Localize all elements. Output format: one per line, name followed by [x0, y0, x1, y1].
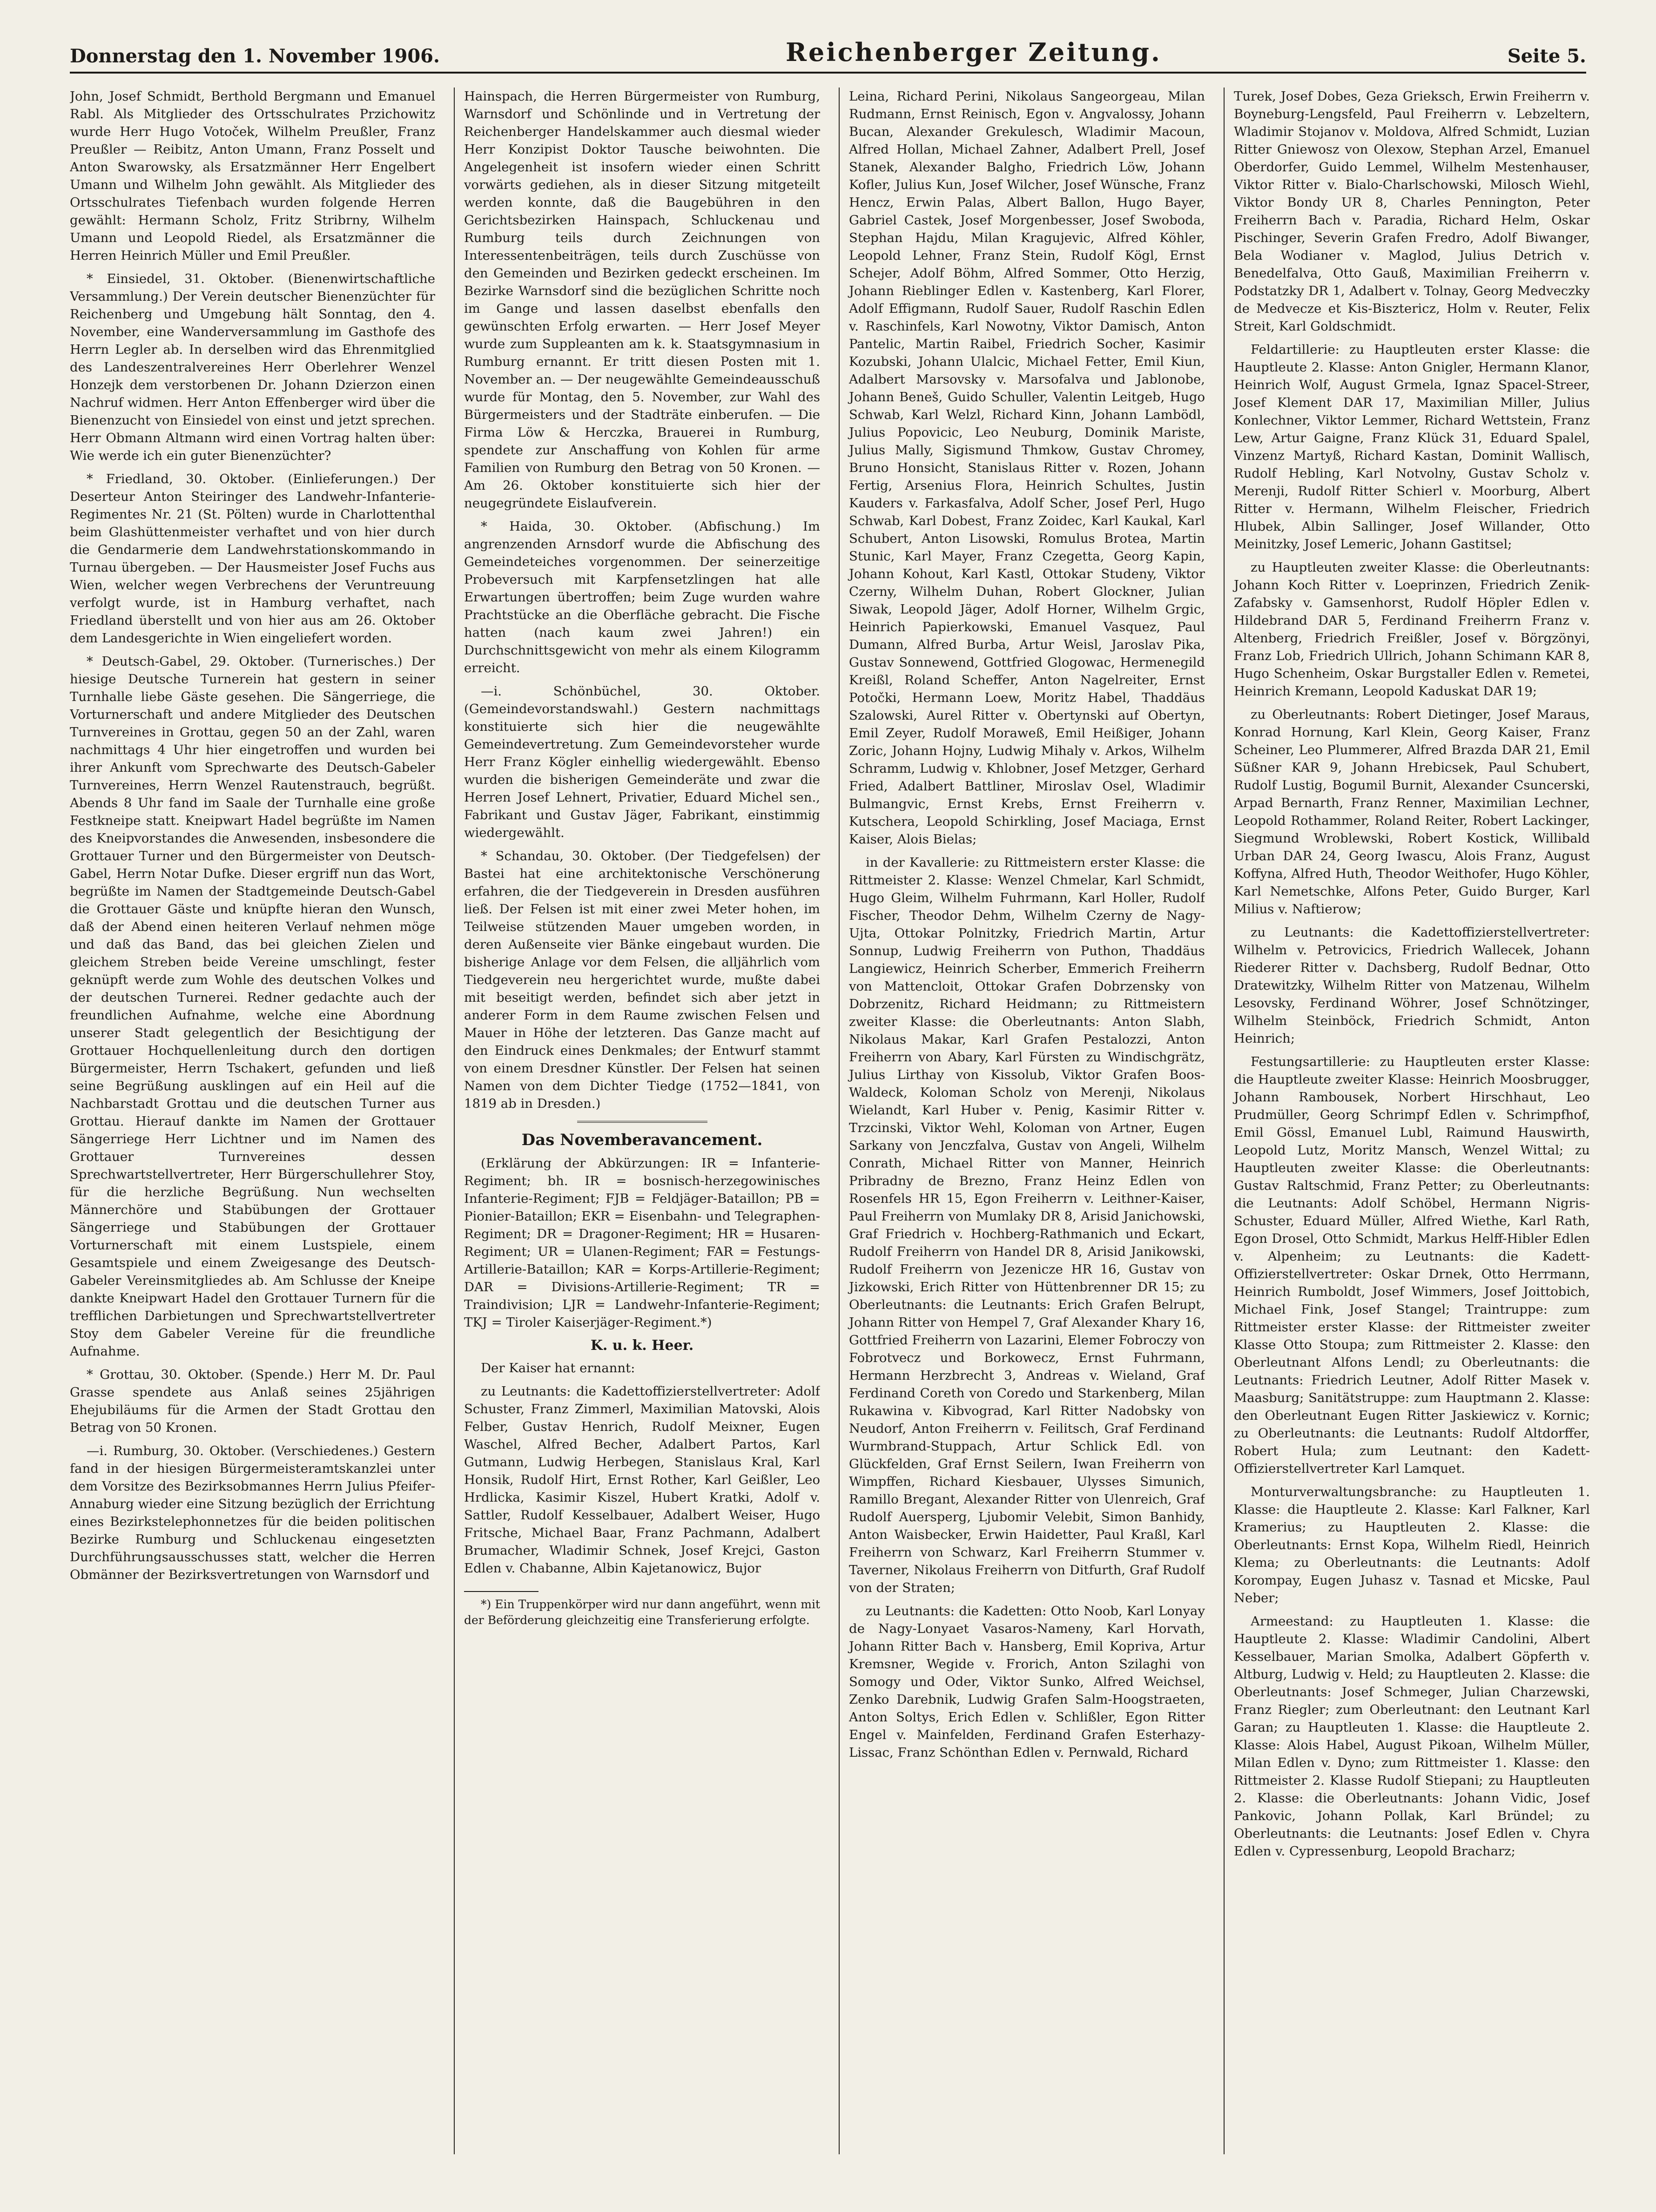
promotions-montur: Monturverwaltungsbranche: zu Hauptleuten 1. Klasse: die Hauptleute 2. Klasse: Karl Falkner, Karl Kramerius; zu Hauptleuten 2. Klasse: die Oberleutnants: Ernst Kopa, Wilhelm Riedl, Heinrich Klema; zu Oberleutnants: die Leutnants: Adolf Korompay, Eugen Juhasz v. Tasnad et Micske, Paul Neber; — [1234, 1484, 1590, 1605]
promotions-festungsartillerie: Festungsartillerie: zu Hauptleuten erster Klasse: die Hauptleute zweiter Klasse: Heinrich Moosbrugger, Johann Rambousek, Norbert Hirschhaut, Leo Prudmüller, Georg Schrimpf Edlen v. Schrimpfhof, Emil Gössl, Emanuel Lubl, Raimund Hauswirth, Leopold Lutz, Moritz Mansch, Wenzel Wittal; zu Hauptleuten zweiter Klasse: die Oberleutnants: Gustav Raltschmid, Franz Petter; zu Oberleutnants: die Leutnants: Adolf Schöbel, Hermann Nigris-Schuster, Eduard Müller, Alfred Wiethe, Karl Rath, Egon Drosel, Otto Schmidt, Markus Helff-Hibler Edlen v. Alpenheim; zu Leutnants: die Kadett-Offizierstellvertreter: Oskar Drnek, Otto Herrmann, Heinrich Rumboldt, Josef Wimmers, Josef Joittobich, Michael Fink, Josef Stangel; Traintruppe: zum Rittmeister erster Klasse: der Rittmeister zweiter Klasse Otto Stoupa; zum Rittmeister 2. Klasse: den Oberleutnant Alfons Lendl; zu Oberleutnants: die Leutnants: Friedrich Leutner, Adolf Ritter Masek v. Maasburg; Sanitätstruppe: zum Hauptmann 2. Klasse: den Oberleutnant Eugen Ritter Jaskiewicz v. Kornic; zu Oberleutnants: die Leutnants: Rudolf Altdorffer, Robert Hula; zum Leutnant: den Kadett-Offizierstellvertreter Karl Lamquet. — [1234, 1054, 1590, 1476]
column-1 — [70, 88, 435, 2154]
promotions-feldartillerie: Feldartillerie: zu Hauptleuten erster Klasse: die Hauptleute 2. Klasse: Anton Gnigler, Hermann Klanor, Heinrich Wolf, August Grmela, Ignaz Spacel-Streer, Josef Klement DAR 17, Maximilian Miller, Julius Konlechner, Viktor Lemmer, Richard Wettstein, Franz Lew, Artur Gaigne, Franz Klück 31, Eduard Spalel, Vinzenz Martyß, Richard Kastan, Dominit Wallisch, Rudolf Hebling, Karl Notvolny, Gustav Scholz v. Merenji, Rudolf Ritter Schierl v. Moorburg, Albert Ritter v. Hermann, Wilhelm Fleischer, Friedrich Hlubek, Albin Sallinger, Josef Willander, Otto Meinitzky, Josef Lemeric, Johann Gastitsel; — [1234, 342, 1590, 552]
page-number: Seite 5. — [1507, 45, 1586, 67]
article-grottau: * Grottau, 30. Oktober. (Spende.) Herr M. Dr. Paul Grasse spendete aus Anlaß seines 25jährigen Ehejubiläums für die Armen der Stadt Grottau den Betrag von 50 Kronen. — [70, 1367, 435, 1435]
promotions-kavallerie: in der Kavallerie: zu Rittmeistern erster Klasse: die Rittmeister 2. Klasse: Wenzel Chmelar, Karl Schmidt, Hugo Gleim, Wilhelm Fuhrmann, Karl Holler, Rudolf Fischer, Theodor Dehm, Wilhelm Czerny de Nagy-Ujta, Ottokar Polnitzky, Friedrich Martin, Artur Sonnup, Ludwig Freiherrn von Puthon, Thaddäus Langiewicz, Heinrich Scherber, Emmerich Freiherrn von Mattencloit, Ottokar Grafen Dobrzensky von Dobrzenitz, Richard Heidmann; zu Rittmeistern zweiter Klasse: die Oberleutnants: Anton Slabh, Nikolaus Makar, Karl Grafen Pestalozzi, Anton Freiherrn von Abary, Karl Fürsten zu Windischgrätz, Julius Lirthay von Kissolub, Viktor Grafen Boos-Waldeck, Koloman Scholz von Merenji, Nikolaus Wielandt, Karl Huber v. Penig, Kasimir Ritter v. Trzcinski, Viktor Wehl, Koloman von Artner, Eugen Sarkany von Jenczfalva, Gustav von Angeli, Wilhelm Conrath, Michael Ritter von Manner, Heinrich Pribradny de Brezno, Franz Heinz Edlen von Rosenfels HR 15, Egon Freiherrn v. Leithner-Kaiser, Paul Freiherrn von Mumlaky DR 8, Arisid Janichowski, Graf Friedrich v. Hochberg-Rathmanich und Eckart, Rudolf Freiherrn von Handel DR 8, Arisid Janikowski, Rudolf Freiherrn von Jezenicze HR 16, Gustav von Jizkowski, Erich Ritter von Hüttenbrenner DR 15; zu Oberleutnants: die Leutnants: Erich Grafen Belrupt, Johann Ritter von Hempel 7, Graf Alexander Khary 16, Gottfried Freiherrn von Lazarini, Elemer Fobroczy von Fobrotvecz und Borkowecz, Ernst Fuhrmann, Hermann Herzbrecht 3, Andreas v. Wieland, Graf Ferdinand Coreth von Coredo und Starkenberg, Milan Rukawina v. Kibvograd, Karl Ritter Nadobsky von Neudorf, Anton Freiherrn v. Feilitsch, Graf Ferdinand Wurmbrand-Stuppach, Artur Schlick Edl. von Glückfelden, Graf Ernst Seilern, Iwan Freiherrn von Wimpffen, Richard Kiesbauer, Ulysses Simunich, Ramillo Bregant, Alexander Ritter von Ulenreich, Graf Rudolf Auersperg, Ljubomir Velebit, Simon Banhidy, Anton Waisbecker, Erwin Haidetter, Paul Kraßl, Karl Freiherrn von Schwarz, Karl Freiherrn Stummer v. Taverner, Nikolaus Freiherrn von Ditfurth, Graf Rudolf von der Straten; — [849, 855, 1205, 1595]
column-3 — [839, 88, 1205, 2154]
column-4 — [1224, 88, 1590, 2154]
promotions-leutnants: zu Leutnants: die Kadettoffizierstellvertreter: Wilhelm v. Petrovicics, Friedrich Wallecek, Johann Riederer Ritter v. Dachsberg, Rudolf Bednar, Otto Dratewitzky, Wilhelm Ritter von Matzenau, Wilhelm Lesovsky, Ferdinand Wöhrer, Josef Schnötzinger, Wilhelm Steinböck, Friedrich Schmidt, Anton Heinrich; — [1234, 925, 1590, 1046]
issue-date: Donnerstag den 1. November 1906. — [70, 45, 440, 67]
promotions-oberleutnants: zu Oberleutnants: Robert Dietinger, Josef Maraus, Konrad Hornung, Karl Klein, Georg Kaiser, Franz Scheiner, Leo Plummerer, Alfred Brazda DAR 21, Emil Süßner KAR 9, Johann Hrebicsek, Paul Schubert, Rudolf Lustig, Bogumil Burnit, Alexander Csuncerski, Arpad Bernarth, Franz Renner, Maximilian Lechner, Leopold Rothammer, Roland Reiter, Robert Lackinger, Siegmund Wroblewski, Robert Kostick, Willibald Urban DAR 24, Georg Iwascu, Alois Franz, August Koffyna, Alfred Huth, Theodor Weithofer, Hugo Köhler, Karl Nemetschke, Alfons Peter, Guido Burger, Karl Milius v. Naftierow; — [1234, 707, 1590, 917]
masthead-rule — [70, 72, 1586, 74]
newspaper-title: Reichenberger Zeitung. — [786, 37, 1162, 67]
promotions-hauptleute-zweiter: zu Hauptleuten zweiter Klasse: die Oberleutnants: Johann Koch Ritter v. Loeprinzen, Friedrich Zenik-Zafabsky v. Gamsenhorst, Rudolf Höpler Edlen v. Hildebrand DAR 5, Ferdinand Freiherrn Franz v. Altenberg, Friedrich Freißler, Josef v. Börgzönyi, Franz Lob, Friedrich Ullrich, Johann Schimann KAR 8, Hugo Schenheim, Oskar Burgstaller Edlen v. Remetei, Heinrich Kremann, Leopold Kaduskat DAR 19; — [1234, 560, 1590, 699]
article-deutsch-gabel: * Deutsch-Gabel, 29. Oktober. (Turnerisches.) Der hiesige Deutsche Turnerein hat gestern in seiner Turnhalle liebe Gäste gesehen. Die Sängerriege, die Vorturnerschaft und andere Mitglieder des Deutschen Turnvereines in Grottau, gegen 50 an der Zahl, waren nachmittags 4 Uhr hier eingetroffen und wurden bei ihrer Ankunft vom Sprechwarte des Deutsch-Gabeler Turnvereines, Herrn Wenzel Rautenstrauch, begrüßt. Abends 8 Uhr fand im Saale der Turnhalle eine große Festkneipe statt. Kneipwart Hadel begrüßte im Namen des Kneipvorstandes die Anwesenden, insbesondere die Grottauer Turner und den Bürgermeister von Deutsch-Gabel, Herrn Notar Dufke. Dieser ergriff nun das Wort, begrüßte im Namen der Stadtgemeinde Deutsch-Gabel die Grottauer Gäste und knüpfte hieran den Wunsch, daß der Abend einen heiteren Verlauf nehmen möge und daß das Band, das bei gleichen Zielen und gleichem Streben beide Vereine umschlingt, fester geknüpft werde zum Wohle des deutschen Volkes und der deutschen Turnerei. Redner gedachte auch der freundlichen Aufnahme, welche eine Abordnung unserer Stadt gelegentlich der Besichtigung der Grottauer Hochquellenleitung durch den dortigen Bürgermeister, Herrn Tschakert, gefunden und ließ seine Begrüßung ausklingen auf ein Heil auf die Nachbarstadt Grottau und die deutschen Turner aus Grottau. Hierauf dankte im Namen der Grottauer Sängerriege Herr Lichtner und im Namen des Grottauer Turnvereines dessen Sprechwartstellvertreter, Herr Bürgerschullehrer Stoy, für die herzliche Begrüßung. Nun wechselten Männerchöre und Stabübungen der Grottauer Sängerriege und Stabübungen der Grottauer Vorturnerschaft mit einem Lustspiele, einem Gesamtspiele und einem Zweigesange des Deutsch-Gabeler Vereinsmitgliedes ab. Am Schlusse der Kneipe dankte Kneipwart Hadel den Grottauer Turnern für die trefflichen Darbietungen und Sprechwartstellvertreter Stoy dem Gabeler Vereine für die freundliche Aufnahme. — [70, 654, 435, 1359]
promotions-armeestand: Armeestand: zu Hauptleuten 1. Klasse: die Hauptleute 2. Klasse: Wladimir Candolini, Albert Kesselbauer, Marian Smolka, Adalbert Göpferth v. Altburg, Ludwig v. Held; zu Hauptleuten 2. Klasse: die Oberleutnants: Josef Schmeger, Julian Charzewski, Franz Riegler; zum Oberleutnant: den Leutnant Karl Garan; zu Hauptleuten 1. Klasse: die Hauptleute 2. Klasse: Alois Habel, August Pikoan, Wilhelm Müller, Milan Edlen v. Dyno; zum Rittmeister 1. Klasse: den Rittmeister 2. Klasse Rudolf Stiepani; zu Hauptleuten 2. Klasse: die Oberleutnants: Johann Vidic, Josef Pankovic, Johann Pollak, Karl Bründel; zu Oberleutnants: die Leutnants: Josef Edlen v. Chyra Edlen v. Cypressenburg, Leopold Bracharz; — [1234, 1614, 1590, 1859]
promotions-list-cont: Leina, Richard Perini, Nikolaus Sangeorgeau, Milan Rudmann, Ernst Reinisch, Egon v. Angvalossy, Johann Bucan, Alexander Grekulesch, Wladimir Macoun, Alfred Hollan, Michael Zahner, Adalbert Prell, Josef Stanek, Alexander Balgho, Friedrich Löw, Johann Kofler, Julius Kun, Josef Wilcher, Josef Wünsche, Franz Hencz, Erwin Palas, Albert Ballon, Hugo Bayer, Gabriel Castek, Josef Morgenbesser, Josef Swoboda, Stephan Hajdu, Milan Kragujevic, Alfred Köhler, Leopold Lehner, Franz Stein, Rudolf Kögl, Ernst Schejer, Adolf Böhm, Alfred Sommer, Otto Herzig, Johann Rieblinger Edlen v. Kastenberg, Karl Florer, Adolf Effigmann, Rudolf Sauer, Rudolf Raschin Edlen v. Raschinfels, Karl Nowotny, Viktor Damisch, Anton Pantelic, Martin Raibel, Friedrich Socher, Kasimir Kozubski, Johann Ulalcic, Michael Fetter, Emil Kiun, Adalbert Marsovsky v. Marsofalva und Jablonobe, Johann Beneš, Guido Schuller, Valentin Leitgeb, Hugo Schwab, Karl Welzl, Richard Kinn, Johann Lambödl, Julius Popovicic, Leo Neuburg, Dominik Mariste, Julius Mally, Sigismund Thmkow, Gustav Chromey, Bruno Honsicht, Stanislaus Ritter v. Rozen, Johann Fertig, Arsenius Flora, Heinrich Schultes, Justin Kauders v. Farkasfalva, Adolf Scher, Josef Perl, Hugo Schwab, Karl Dobest, Franz Zoidec, Karl Kaukal, Karl Schubert, Anton Lisowski, Romulus Brotea, Martin Stunic, Karl Mayer, Franz Czegetta, Georg Kapin, Johann Kohout, Karl Kastl, Ottokar Studeny, Viktor Czerny, Wilhelm Duhan, Robert Glockner, Julian Siwak, Leopold Jäger, Adolf Horner, Wilhelm Grgic, Heinrich Papierkowski, Emanuel Vasquez, Paul Dumann, Alfred Burba, Artur Weisl, Jaroslav Pika, Gustav Sonnewend, Gottfried Glogowac, Hermenegild Kreißl, Roland Scheffer, Anton Nagelreiter, Ernst Potočki, Hermann Loew, Moritz Habel, Thaddäus Szalowski, Aurel Ritter v. Obertynski auf Obertyn, Emil Zeyer, Rudolf Moraweß, Emil Heißiger, Johann Zoric, Johann Hojny, Ludwig Mihaly v. Arkos, Wilhelm Schramm, Ludwig v. Khlobner, Josef Metzger, Gerhard Fried, Adalbert Battliner, Miroslav Osel, Wladimir Bulmangvic, Ernst Krebs, Ernst Freiherrn v. Kutschera, Leopold Schirkling, Josef Maciaga, Ernst Kaiser, Alois Bielas; — [849, 89, 1205, 847]
article-schandau: * Schandau, 30. Oktober. (Der Tiedgefelsen) der Bastei hat eine architektonische Verschönerung erfahren, die der Tiedgeverein in Dresden ausführen ließ. Der Felsen ist mit einer zwei Meter hohen, im Teilweise stützenden Mauer umgeben worden, in deren Außenseite vier Bänke eingebaut wurden. Die bisherige Anlage vor dem Felsen, die alljährlich vom Tiedgeverein neu hergerichtet wurde, mußte dabei mit beseitigt werden, befindet sich aber jetzt in anderer Form in dem Raume zwischen Felsen und Mauer in Höhe der letzteren. Das Ganze macht auf den Eindruck eines Denkmales; der Entwurf stammt von einem Dresdner Künstler. Der Felsen hat seinen Namen von dem Dichter Tiedge (1752—1841, von 1819 ab in Dresden.) — [464, 849, 820, 1111]
kaiser-line: Der Kaiser hat ernannt: — [481, 1361, 635, 1376]
section-heading: Das Novemberavancement. — [521, 1131, 763, 1149]
article-ortsschulrat: John, Josef Schmidt, Berthold Bergmann und Emanuel Rabl. Als Mitglieder des Ortsschulrates Przichowitz wurde Herr Hugo Votoček, Wilhelm Preußler, Franz Preußler — Reibitz, Anton Umann, Franz Posselt und Anton Swarowsky, als Ersatzmänner Herr Engelbert Umann und Wilhelm John gewählt. Als Mitglieder des Ortsschulrates Tiefenbach wurden folgende Herren gewählt: Hermann Scholz, Fritz Stribrny, Wilhelm Umann und Leopold Riedel, als Ersatzmänner die Herren Heinrich Müller und Emil Preußler. — [70, 89, 435, 263]
promotions-cont: Turek, Josef Dobes, Geza Grieksch, Erwin Freiherrn v. Boyneburg-Lengsfeld, Paul Freiherrn v. Lebzeltern, Wladimir Stojanov v. Moldova, Alfred Schmidt, Luzian Ritter Gniewosz von Olexow, Stephan Arzel, Emanuel Oberdorfer, Guido Lemmel, Wilhelm Mestenhauser, Viktor Ritter v. Bialo-Charlschowski, Milosch Wiehl, Viktor Bondy UR 8, Charles Pennington, Peter Freiherrn Bach v. Paradia, Richard Helm, Oskar Pischinger, Severin Grafen Fredro, Adolf Biwanger, Bela Wodianer v. Maglod, Julius Detrich v. Benedelfalva, Otto Gauß, Maximilian Freiherrn v. Podstatzky DR 1, Adalbert v. Tolnay, Georg Medveczky de Medvecze et Kis-Bisztericz, Holm v. Reuter, Felix Streit, Karl Goldschmidt. — [1234, 89, 1590, 334]
article-einsiedel: * Einsiedel, 31. Oktober. (Bienenwirtschaftliche Versammlung.) Der Verein deutscher Bienenzüchter für Reichenberg und Umgebung hält Sonntag, den 4. November, eine Wanderversammlung im Gasthofe des Herrn Legler ab. In derselben wird das Ehrenmitglied des Landeszentralvereines Herr Oberlehrer Wenzel Honzejk dem verstorbenen Dr. Johann Dzierzon einen Nachruf widmen. Herr Anton Effenberger wird über die Bienenzucht von Einsiedel von einst und jetzt sprechen. Herr Obmann Altmann wird einen Vortrag halten über: Wie werde ich ein guter Bienenzüchter? — [70, 271, 435, 463]
article-haida: * Haida, 30. Oktober. (Abfischung.) Im angrenzenden Arnsdorf wurde die Abfischung des Gemeindeteiches vorgenommen. Der seinerzeitige Probeversuch mit Karpfensetzlingen hat alle Erwartungen übertroffen; beim Zuge wurden wahre Prachtstücke an die Oberfläche gebracht. Die Fische hatten (nach kaum zwei Jahren!) ein Durchschnittsgewicht von mehr als einem Kilogramm erreicht. — [464, 519, 820, 675]
article-rumburg-cont: Hainspach, die Herren Bürgermeister von Rumburg, Warnsdorf und Schönlinde und in Vertretung der Reichenberger Handelskammer auch diesmal wieder Herr Konzipist Doktor Tausche beiwohnten. Die Angelegenheit ist insofern wieder einen Schritt vorwärts gediehen, als in dieser Sitzung mitgeteilt werden konnte, daß die Baugebühren in den Gerichtsbezirken Hainspach, Schluckenau und Rumburg teils durch Zeichnungen von Interessentenbeiträgen, teils durch Zuschüsse von den Gemeinden und Bezirken gedeckt erscheinen. Im Bezirke Warnsdorf sind die bezüglichen Schritte noch im Gange und lassen daselbst ebenfalls den gewünschten Erfolg erwarten. — Herr Josef Meyer wurde zum Suppleanten am k. k. Staatsgymnasium in Rumburg ernannt. Er tritt diesen Posten mit 1. November an. — Der neugewählte Gemeindeausschuß wurde für Montag, den 5. November, zur Wahl des Bürgermeisters und der Stadträte einberufen. — Die Firma Löw & Herczka, Brauerei in Rumburg, spendete zur Anschaffung von Kohlen für arme Familien von Rumburg den Betrag von 50 Kronen. — Am 26. Oktober konstituierte sich hier der neugegründete Eislaufverein. — [464, 89, 820, 511]
article-schoenbuechel: —i. Schönbüchel, 30. Oktober. (Gemeindevorstandswahl.) Gestern nachmittags konstituierte sich hier die neugewählte Gemeindevertretung. Zum Gemeindevorsteher wurde Herr Franz Kögler einhellig wiedergewählt. Ebenso wurden die bisherigen Gemeinderäte und zwar die Herren Josef Lehnert, Privatier, Eduard Michel sen., Fabrikant und Gustav Jäger, Fabrikant, einstimmig wiedergewählt. — [464, 684, 820, 840]
abbreviations-note: (Erklärung der Abkürzungen: IR = Infanterie-Regiment; bh. IR = bosnisch-herzegowinisches Infanterie-Regiment; FJB = Feldjäger-Bataillon; PB = Pionier-Bataillon; EKR = Eisenbahn- und Telegraphen-Regiment; DR = Dragoner-Regiment; HR = Husaren-Regiment; UR = Ulanen-Regiment; FAR = Festungs-Artillerie-Bataillon; KAR = Korps-Artillerie-Regiment; DAR = Divisions-Artillerie-Regiment; TR = Traindivision; LJR = Landwehr-Infanterie-Regiment; TKJ = Tiroler Kaiserjäger-Regiment.*) — [464, 1156, 820, 1330]
columns — [70, 88, 1592, 2154]
article-friedland: * Friedland, 30. Oktober. (Einlieferungen.) Der Deserteur Anton Steiringer des Landwehr-Infanterie-Regimentes Nr. 21 (St. Pölten) wurde in Charlottenthal beim Glashüttenmeister verhaftet und von hier durch die Gendarmerie dem Landwehrstationskommando in Turnau übergeben. — Der Hausmeister Josef Fuchs aus Wien, welcher wegen Verbrechens der Veruntreuung verfolgt wurde, ist in Hamburg verhaftet, nach Friedland überstellt und von hier aus am 26. Oktober dem Landesgerichte in Wien eingeliefert worden. — [70, 472, 435, 646]
article-rumburg: —i. Rumburg, 30. Oktober. (Verschiedenes.) Gestern fand in der hiesigen Bürgermeisteramtskanzlei unter dem Vorsitze des Bezirksobmannes Herrn Julius Pfeifer-Annaburg wieder eine Sitzung bezüglich der Errichtung eines Bezirkstelephonnetzes für die beiden politischen Bezirke Rumburg und Schluckenau eingesetzten Durchführungsausschusses statt, welcher die Herren Obmänner der Bezirksvertretungen von Warnsdorf und — [70, 1443, 435, 1582]
promotions-kadetten: zu Leutnants: die Kadetten: Otto Noob, Karl Lonyay de Nagy-Lonyaet Vasaros-Nameny, Karl Horvath, Johann Ritter Bach v. Hansberg, Emil Kopriva, Artur Kremsner, Wegide v. Frorich, Anton Szilaghi von Somogy und Oder, Viktor Sunko, Alfred Weichsel, Zenko Darebnik, Ludwig Grafen Salm-Hoogstraeten, Anton Soltys, Erich Edlen v. Schlißler, Egon Ritter Engel v. Mainfelden, Ferdinand Grafen Esterhazy-Lissac, Franz Schönthan Edlen v. Pernwald, Richard — [849, 1604, 1205, 1760]
column-2 — [454, 88, 820, 2154]
section-divider — [577, 1121, 707, 1123]
promotions-leutnants: zu Leutnants: die Kadettoffizierstellvertreter: Adolf Schuster, Franz Zimmerl, Maximilian Matovski, Alois Felber, Gustav Henrich, Rudolf Meixner, Eugen Waschel, Alfred Becher, Adalbert Partos, Karl Gutmann, Ludwig Herbegen, Stanislaus Kral, Karl Honsik, Rudolf Hirt, Ernst Rother, Karl Geißler, Leo Hrdlicka, Kasimir Kiszel, Hubert Kratki, Adolf v. Sattler, Rudolf Kesselbauer, Adalbert Weiser, Hugo Fritsche, Michael Baar, Franz Pachmann, Adalbert Brumacher, Wladimir Schnek, Josef Krejci, Gaston Edlen v. Chabanne, Albin Kajetanowicz, Bujor — [464, 1384, 820, 1576]
masthead — [70, 20, 1586, 67]
subsection-heading: K. u. k. Heer. — [590, 1337, 694, 1354]
footnote: *) Ein Truppenkörper wird nur dann angeführt, wenn mit der Beförderung gleichzeitig eine Transferierung erfolgte. — [464, 1598, 820, 1627]
footnote-rule — [464, 1591, 539, 1592]
